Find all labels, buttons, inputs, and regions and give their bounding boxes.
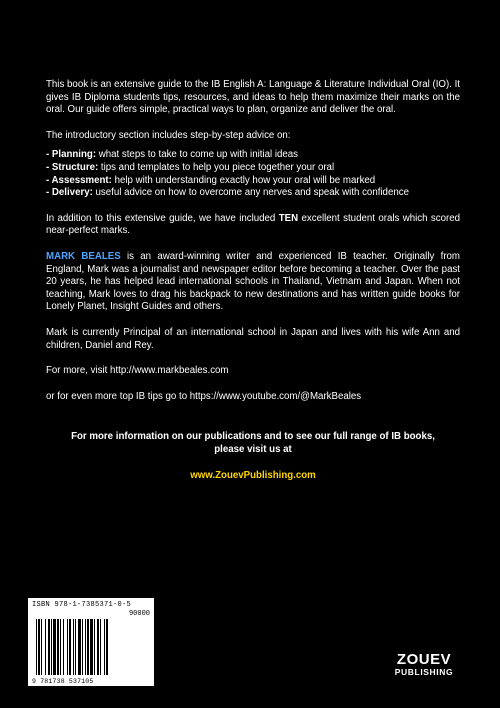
publisher-info xyxy=(46,431,460,456)
barcode-digits: 9 781738 537105 xyxy=(32,678,94,685)
barcode-bar xyxy=(108,619,109,675)
publisher-info-line2: please visit us at xyxy=(214,443,292,455)
advice-list xyxy=(46,149,460,199)
bullet-term: - Assessment: xyxy=(46,174,112,186)
author-bio-text: is an award-winning writer and experienced IB teacher. Originally from England, Mark was a journalist and newspaper editor before becoming a teacher. Over the past 20 years, he has helped lead international schools in Thailand, Vietnam and Japan. When not teaching, Mark loves to drag his backpack to new destinations and has written guide books for Lonely Planet, Insight Guides and others. xyxy=(46,250,460,313)
logo-line1: ZOUEV xyxy=(396,651,452,668)
isbn-label: ISBN 978-1-7385371-0-5 xyxy=(32,601,132,609)
back-cover-text xyxy=(46,79,460,483)
bullet-text: help with understanding exactly how your oral will be marked xyxy=(111,174,376,186)
author-website: For more, visit http://www.markbeales.com xyxy=(46,365,229,377)
addition-paragraph xyxy=(46,213,460,238)
publisher-logo xyxy=(380,652,468,677)
intro-paragraph: This book is an extensive guide to the IB English A: Language & Literature Individual Oral (IO). It gives IB Diploma students tips, resources, and ideas to help them maximize their marks on the oral. Our guide offers simple, practical ways to plan, organize and deliver the oral. xyxy=(46,79,460,116)
barcode-bars xyxy=(36,619,148,675)
bullet-term: - Structure: xyxy=(46,161,99,173)
addition-before: In addition to this extensive guide, we have included xyxy=(46,212,279,224)
logo-line2: PUBLISHING xyxy=(394,667,454,677)
price-code: 90000 xyxy=(128,610,150,618)
list-item xyxy=(46,175,460,188)
addition-after: excellent student orals which scored near-perfect marks. xyxy=(46,212,460,237)
author-bio xyxy=(46,251,460,314)
list-item xyxy=(46,149,460,162)
author-name: MARK BEALES xyxy=(46,250,121,262)
list-item xyxy=(46,187,460,200)
publisher-website: www.ZouevPublishing.com xyxy=(190,470,316,482)
list-item xyxy=(46,162,460,175)
isbn-barcode xyxy=(28,598,154,686)
addition-emphasis: TEN xyxy=(278,212,299,224)
youtube-link: or for even more top IB tips go to https://www.youtube.com/@MarkBeales xyxy=(46,390,362,402)
author-current: Mark is currently Principal of an international school in Japan and lives with his wife Ann and children, Daniel and Rey. xyxy=(46,326,460,351)
bullet-text: useful advice on how to overcome any nerves and speak with confidence xyxy=(92,187,409,199)
bullet-term: - Planning: xyxy=(46,149,97,161)
section-lead: The introductory section includes step-by-step advice on: xyxy=(46,129,291,141)
bullet-term: - Delivery: xyxy=(46,187,93,199)
bullet-text: what steps to take to come up with initial ideas xyxy=(96,149,298,161)
bullet-text: tips and templates to help you piece together your oral xyxy=(98,161,335,173)
publisher-info-line1: For more information on our publications and to see our full range of IB books, xyxy=(71,431,435,443)
